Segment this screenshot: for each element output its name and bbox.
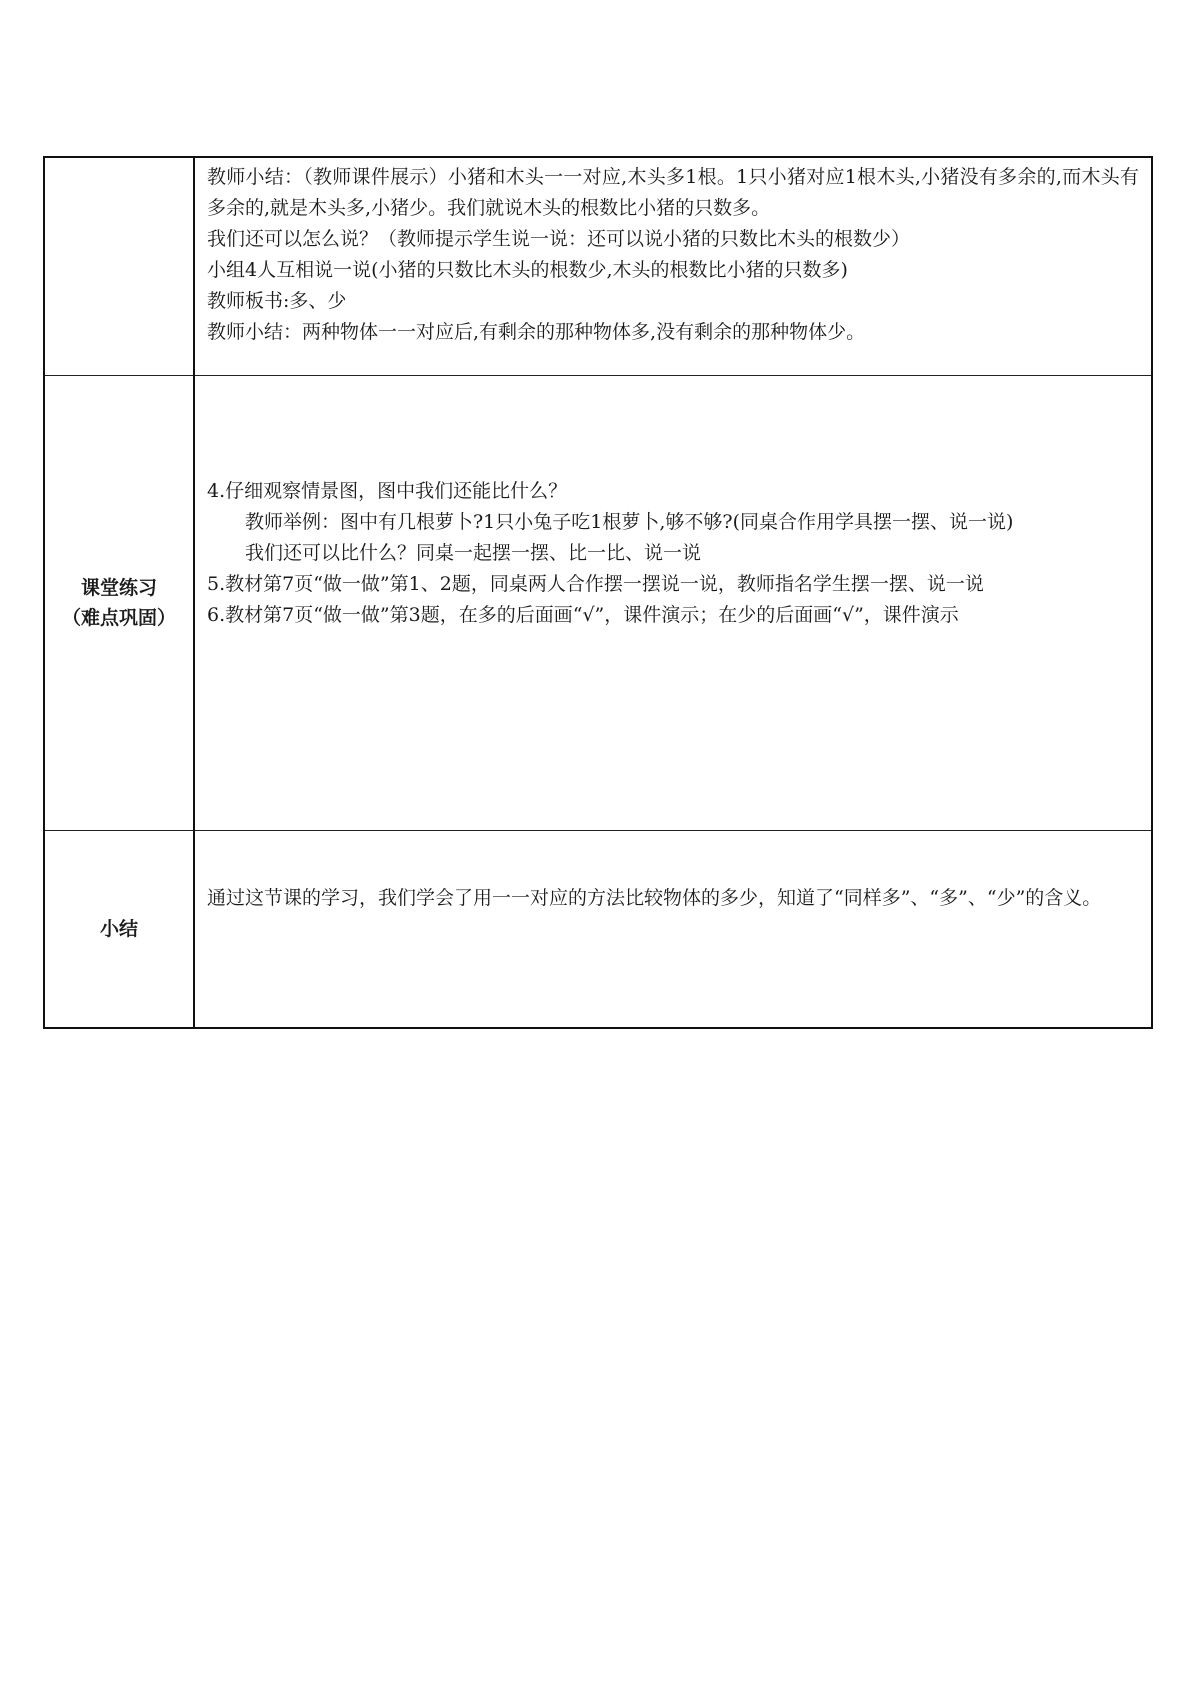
content-line: 我们还可以比什么？同桌一起摆一摆、比一比、说一说 bbox=[245, 541, 702, 564]
content-line: 教师举例：图中有几根萝卜?1只小兔子吃1根萝卜,够不够?(同桌合作用学具摆一摆、说一说) bbox=[245, 510, 1014, 533]
table-row bbox=[44, 157, 1152, 375]
row-label: 课堂练习 bbox=[80, 576, 157, 599]
content-line: 6.教材第7页“做一做”第3题，在多的后面画“√”，课件演示；在少的后面画“√”，课件演示 bbox=[207, 603, 959, 626]
content-line: 教师小结：（教师课件展示）小猪和木头一一对应,木头多1根。1只小猪对应1根木头,小猪没有多余的,而木头有多余的,就是木头多,小猪少。我们就说木头的根数比小猪的只数多。 bbox=[207, 166, 1139, 219]
row-label-cell bbox=[44, 830, 194, 1028]
content-line: 5.教材第7页“做一做”第1、2题，同桌两人合作摆一摆说一说，教师指名学生摆一摆、说一说 bbox=[207, 572, 984, 595]
row-label-cell bbox=[44, 157, 194, 375]
content-line: 我们还可以怎么说？（教师提示学生说一说：还可以说小猪的只数比木头的根数少） bbox=[207, 228, 911, 250]
row-content-cell bbox=[194, 157, 1152, 375]
content-line: 教师小结：两种物体一一对应后,有剩余的那种物体多,没有剩余的那种物体少。 bbox=[207, 321, 866, 343]
table-row bbox=[44, 375, 1152, 830]
lesson-plan-table bbox=[43, 156, 1153, 1029]
content-line: 小组4人互相说一说(小猪的只数比木头的根数少,木头的根数比小猪的只数多) bbox=[207, 259, 848, 281]
row-label-sub: （难点巩固） bbox=[61, 606, 176, 629]
table-row bbox=[44, 830, 1152, 1028]
content-line: 通过这节课的学习，我们学会了用一一对应的方法比较物体的多少，知道了“同样多”、“多”、“少”的含义。 bbox=[207, 886, 1102, 909]
row-label-cell bbox=[44, 375, 194, 830]
row-content-cell bbox=[194, 830, 1152, 1028]
row-label: 小结 bbox=[99, 917, 138, 940]
row-content-cell bbox=[194, 375, 1152, 830]
content-line: 教师板书:多、少 bbox=[207, 290, 347, 312]
content-line: 4.仔细观察情景图，图中我们还能比什么？ bbox=[207, 479, 568, 502]
